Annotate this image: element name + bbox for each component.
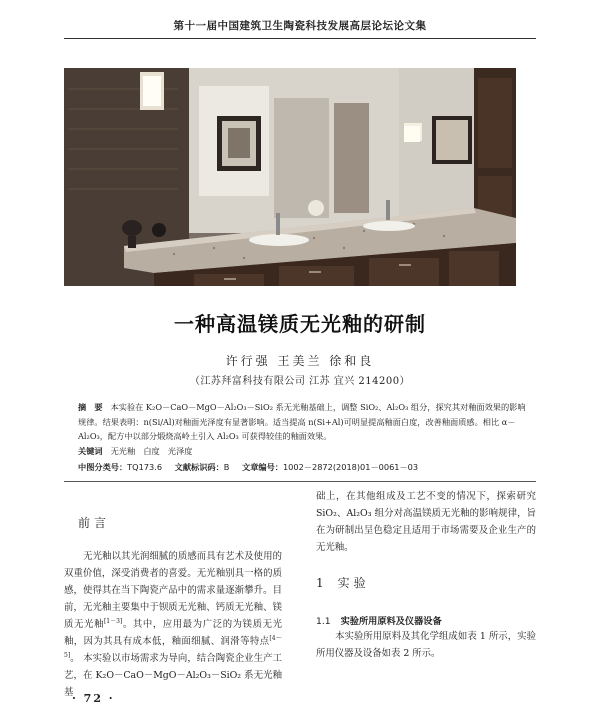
paper-title: 一种高温镁质无光釉的研制 [174,312,426,336]
subsection-heading [316,613,442,627]
keywords [78,444,526,459]
right-paragraph-1 [316,488,536,556]
section-title-preface: 前言 [78,516,111,530]
clc-label: 中图分类号： [78,462,128,472]
abstract-text: 本实验在 K₂O－CaO－MgO－Al₂O₃－SiO₂ 系无光釉基础上，调整 SiO₂、Al₂O₃ 组分，探究其对釉面效果的影响规律。结果表明：n(Si/Al)对釉面光泽度有显著影响。适当提高 n(Si+Al)可明显提高釉面白度，改善釉面质感。相比 α－Al₂O₃，配方中以部分煅烧高岭土引入 Al₂O₃ 可获得较佳的釉面效果。 [78,402,526,441]
section-title-experiment: 实验 [337,576,370,590]
preface-p1-text-b: 。其中，应用最为广泛的为镁质无光釉，因为其具有成本低，釉面细腻、润滑等特点 [64,619,282,647]
section-heading-1 [316,574,370,591]
doc-code-value: B [223,462,230,472]
right-p1-text: 础上，在其他组成及工艺不变的情况下，探索研究SiO₂、Al₂O₃ 组分对高温镁质无光釉的影响规律，旨在为研制出呈色稳定且适用于市场需要及企业生产的无光釉。 [316,491,536,553]
page-number: · 72 · [72,692,115,705]
bathroom-photo [64,68,516,286]
clc-value: TQ173.6 [127,462,163,472]
preface-p2-text: 本实验以市场需求为导向，结合陶瓷企业生产工艺，在 K₂O－CaO－MgO－Al₂O₃－SiO₂ 系无光釉基 [64,653,282,698]
citation-ref-1: [1－3] [103,617,123,625]
author-affiliation: （江苏拜富科技有限公司 江苏 宜兴 214200） [189,376,411,387]
abstract-divider [64,481,536,482]
doc-code-label: 文献标识码： [174,462,224,472]
preface-p1-text-c: 。 [70,653,80,664]
right-paragraph-2 [316,628,536,662]
bathroom-vanity-image [64,68,516,286]
citation-ref-2: [4～5] [64,634,282,659]
classification-line [78,460,526,475]
abstract-label: 摘 要 [78,402,103,412]
abstract [78,400,526,444]
keywords-text: 无光釉 白度 光泽度 [110,446,193,456]
header-divider [64,38,536,39]
section-number: 1 [316,576,328,590]
keywords-label: 关键词 [78,446,103,456]
right-p2-text: 本实验所用原料及其化学组成如表 1 所示，实验所用仪器及设备如表 2 所示。 [316,631,536,659]
subsection-number: 1.1 [316,616,331,627]
paper-authors: 许行强 王美兰 徐和良 [225,354,375,368]
preface-p1-text: 无光釉以其光润细腻的质感而具有艺术及使用的双重价值，深受消费者的喜爱。无光釉别具一格的质感，使得其在当下陶瓷产品中的需求量逐渐攀升。目前，无光釉主要集中于钡质无光釉、钙质无光釉、镁质无光釉 [64,551,282,630]
subsection-title: 实验所用原料及仪器设备 [340,616,442,627]
running-header: 第十一届中国建筑卫生陶瓷科技发展高层论坛论文集 [173,20,427,32]
article-no-label: 文章编号： [242,462,283,472]
article-no-value: 1002－2872(2018)01－0061－03 [282,462,419,472]
